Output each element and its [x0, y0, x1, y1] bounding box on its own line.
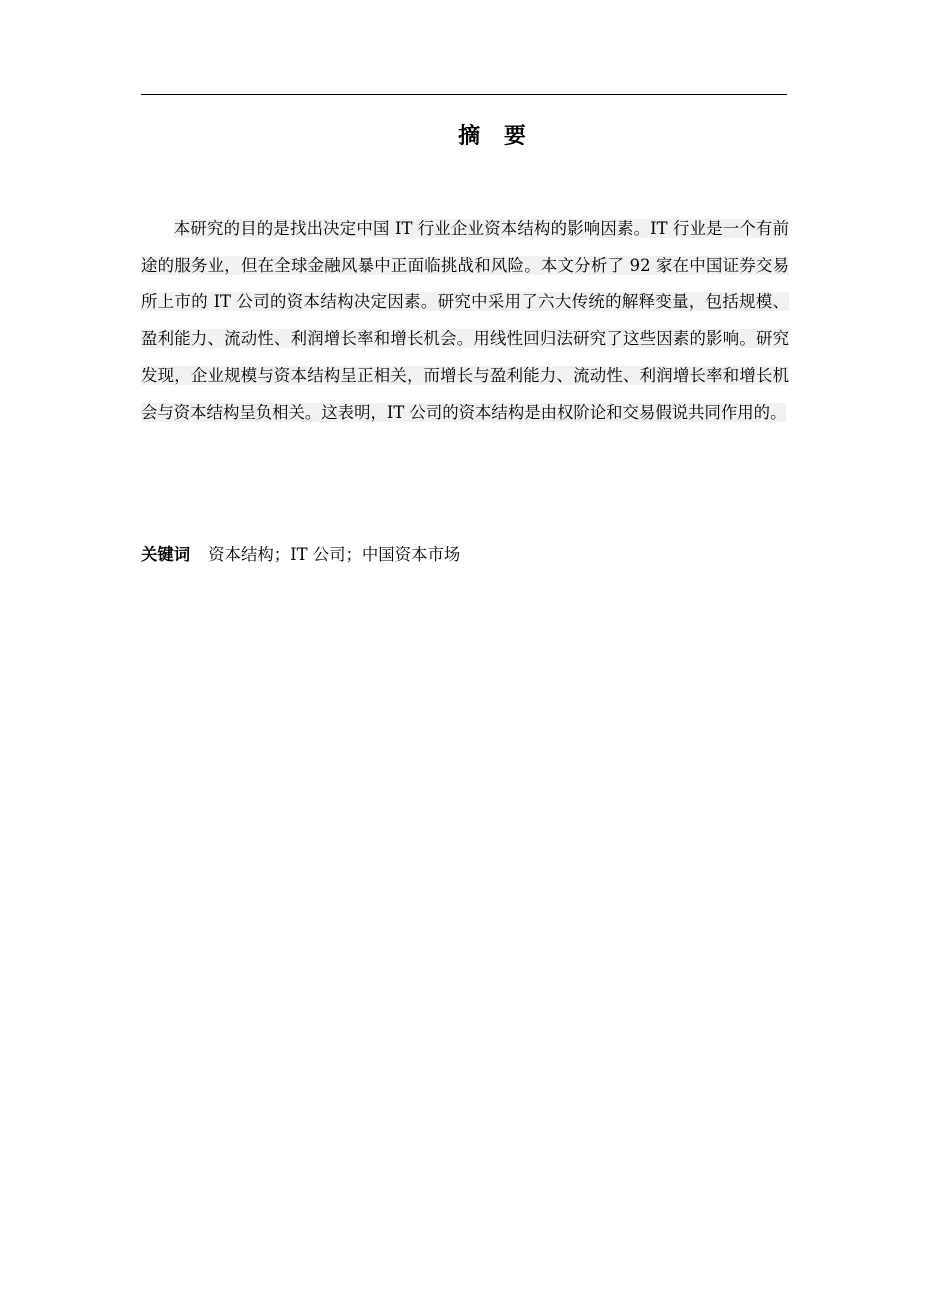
- abstract-text: 本研究的目的是找出决定中国 IT 行业企业资本结构的影响因素。IT 行业是一个有前途的服务业，但在全球金融风暴中正面临挑战和风险。本文分析了 92 家在中国证券交易所上市的 IT 公司的资本结构决定因素。研究中采用了六大传统的解释变量，包括规模、盈利能力、流动性、利润增长率和增长机会。用线性回归法研究了这些因素的影响。研究发现，企业规模与资本结构呈正相关，而增长与盈利能力、流动性、利润增长率和增长机会与资本结构呈负相关。这表明，IT 公司的资本结构是由权阶论和交易假说共同作用的。: [141, 219, 789, 422]
- abstract-paragraph: [141, 211, 789, 431]
- keywords-text: 资本结构；IT 公司；中国资本市场: [208, 545, 461, 564]
- keywords-label: 关键词: [141, 545, 191, 564]
- header-rule: [141, 94, 787, 95]
- abstract-title: 摘 要: [458, 124, 534, 149]
- keywords-line: [141, 538, 789, 572]
